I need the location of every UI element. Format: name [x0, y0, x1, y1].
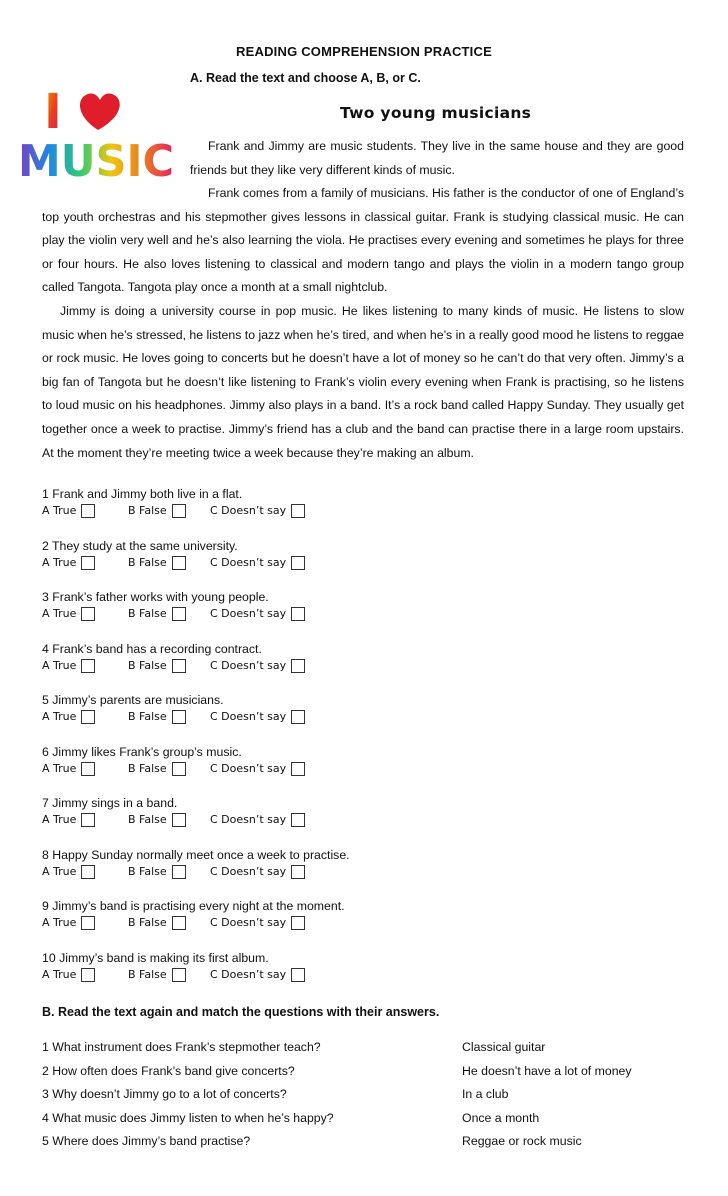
option-a-label: A True: [42, 916, 77, 929]
option-a-label: A True: [42, 813, 77, 826]
option-b-checkbox[interactable]: [172, 762, 186, 776]
match-answer[interactable]: Reggae or rock music: [462, 1134, 582, 1148]
question-item: [42, 898, 350, 950]
match-answer[interactable]: He doesn’t have a lot of money: [462, 1063, 632, 1078]
story-paragraph-2: Frank comes from a family of musicians. His father is the conductor of one of England’s top youth orchestras and his stepmother gives lessons in classical guitar. Frank is studying classical music. He can play the violin very well and he’s also learning the viola. He practises every evening and sometimes he plays for three or four hours. He also loves listening to classical and modern tango and plays the violin in a modern tango group called Tangota. Tangota play once a month at a small nightclub.: [42, 186, 684, 295]
matching-table: [42, 1038, 702, 1156]
logo-music: MUSIC: [18, 136, 174, 182]
story-title: Two young musicians: [340, 104, 532, 122]
option-a-checkbox[interactable]: [81, 556, 95, 570]
heart-icon: [80, 93, 120, 130]
option-b-checkbox[interactable]: [172, 968, 186, 982]
match-row: [42, 1062, 702, 1086]
question-text: 1 Frank and Jimmy both live in a flat.: [42, 487, 243, 501]
option-b-label: B False: [128, 658, 167, 672]
story-paragraph-1: Frank and Jimmy are music students. They live in the same house and they are good friends but they like very different kinds of music.: [190, 139, 684, 177]
page-title: READING COMPREHENSION PRACTICE: [236, 44, 492, 59]
question-item: [42, 795, 350, 847]
match-question: 5 Where does Jimmy’s band practise?: [42, 1134, 251, 1148]
question-text: 8 Happy Sunday normally meet once a week to practise.: [42, 847, 350, 862]
option-a-checkbox[interactable]: [81, 916, 95, 930]
option-c-checkbox[interactable]: [291, 556, 305, 570]
question-text: 6 Jimmy likes Frank’s group’s music.: [42, 744, 242, 759]
option-c-label: C Doesn’t say: [210, 504, 287, 517]
option-c-checkbox[interactable]: [291, 762, 305, 776]
option-a-checkbox[interactable]: [81, 504, 95, 518]
option-a-checkbox[interactable]: [81, 865, 95, 879]
true-false-questions: [42, 486, 350, 1001]
option-c-checkbox[interactable]: [291, 504, 305, 518]
option-c-label: C Doesn’t say: [210, 658, 287, 672]
question-text: 9 Jimmy’s band is practising every night at the moment.: [42, 899, 345, 913]
question-item: [42, 847, 350, 899]
option-b-checkbox[interactable]: [172, 556, 186, 570]
question-text: 2 They study at the same university.: [42, 538, 238, 553]
logo-i: I: [44, 84, 62, 140]
question-item: [42, 744, 350, 796]
i-love-music-logo: [16, 82, 176, 182]
section-a-instruction: A. Read the text and choose A, B, or C.: [190, 71, 421, 85]
option-b-checkbox[interactable]: [172, 659, 186, 673]
question-item: [42, 692, 350, 744]
match-row: [42, 1038, 702, 1062]
match-row: [42, 1109, 702, 1133]
option-b-checkbox[interactable]: [172, 504, 186, 518]
option-b-checkbox[interactable]: [172, 710, 186, 724]
option-a-checkbox[interactable]: [81, 710, 95, 724]
option-a-checkbox[interactable]: [81, 968, 95, 982]
option-a-label: A True: [42, 864, 77, 878]
question-text: 10 Jimmy’s band is making its first album.: [42, 950, 269, 965]
option-c-checkbox[interactable]: [291, 710, 305, 724]
question-text: 7 Jimmy sings in a band.: [42, 796, 178, 810]
match-answer[interactable]: Once a month: [462, 1110, 540, 1125]
option-b-label: B False: [128, 710, 167, 723]
option-c-label: C Doesn’t say: [210, 555, 287, 569]
match-question: 4 What music does Jimmy listen to when he’s happy?: [42, 1110, 334, 1125]
option-c-label: C Doesn’t say: [210, 916, 287, 929]
option-a-checkbox[interactable]: [81, 659, 95, 673]
option-b-checkbox[interactable]: [172, 916, 186, 930]
option-c-checkbox[interactable]: [291, 813, 305, 827]
option-b-label: B False: [128, 916, 167, 929]
question-item: [42, 589, 350, 641]
option-c-checkbox[interactable]: [291, 865, 305, 879]
question-text: 5 Jimmy’s parents are musicians.: [42, 693, 224, 707]
question-item: [42, 486, 350, 538]
option-c-checkbox[interactable]: [291, 659, 305, 673]
section-b-instruction: B. Read the text again and match the questions with their answers.: [42, 1005, 440, 1019]
option-a-label: A True: [42, 710, 77, 723]
option-a-label: A True: [42, 504, 77, 517]
option-b-checkbox[interactable]: [172, 865, 186, 879]
match-question: 1 What instrument does Frank’s stepmother teach?: [42, 1040, 321, 1054]
option-b-checkbox[interactable]: [172, 813, 186, 827]
question-item: [42, 641, 350, 693]
question-text: 3 Frank’s father works with young people.: [42, 590, 269, 604]
option-a-label: A True: [42, 967, 77, 981]
option-c-label: C Doesn’t say: [210, 813, 287, 826]
question-item: [42, 950, 350, 1002]
option-c-label: C Doesn’t say: [210, 761, 287, 775]
option-a-label: A True: [42, 555, 77, 569]
option-c-checkbox[interactable]: [291, 607, 305, 621]
option-b-label: B False: [128, 761, 167, 775]
match-question: 2 How often does Frank’s band give concerts?: [42, 1063, 295, 1078]
option-c-checkbox[interactable]: [291, 916, 305, 930]
option-b-label: B False: [128, 555, 167, 569]
option-a-checkbox[interactable]: [81, 813, 95, 827]
match-row: [42, 1132, 702, 1156]
option-a-label: A True: [42, 658, 77, 672]
option-a-checkbox[interactable]: [81, 762, 95, 776]
question-text: 4 Frank’s band has a recording contract.: [42, 641, 262, 656]
question-item: [42, 538, 350, 590]
option-c-label: C Doesn’t say: [210, 967, 287, 981]
option-b-label: B False: [128, 864, 167, 878]
story-paragraph-3: Jimmy is doing a university course in pop music. He likes listening to many kinds of music. He listens to slow music when he’s stressed, he listens to jazz when he’s tired, and when he’s in a really good mood he listens to reggae or rock music. He loves going to concerts but he doesn’t have a lot of money so he can’t do that very often. Jimmy’s a big fan of Tangota but he doesn’t like listening to Frank’s violin every evening when Frank is practising, so he listens to loud music on his headphones. Jimmy also plays in a band. It’s a rock band called Happy Sunday. They usually get together once a week to practise. Jimmy’s friend has a club and the band can practise there in a large room upstairs. At the moment they’re meeting twice a week because they’re making an album.: [42, 304, 684, 460]
option-b-label: B False: [128, 504, 167, 517]
option-b-label: B False: [128, 813, 167, 826]
option-c-label: C Doesn’t say: [210, 710, 287, 723]
option-c-label: C Doesn’t say: [210, 607, 287, 620]
option-b-label: B False: [128, 967, 167, 981]
option-c-label: C Doesn’t say: [210, 864, 287, 878]
match-question: 3 Why doesn’t Jimmy go to a lot of concerts?: [42, 1087, 287, 1101]
option-c-checkbox[interactable]: [291, 968, 305, 982]
option-b-checkbox[interactable]: [172, 607, 186, 621]
option-a-checkbox[interactable]: [81, 607, 95, 621]
match-row: [42, 1085, 702, 1109]
match-answer[interactable]: Classical guitar: [462, 1040, 546, 1054]
option-a-label: A True: [42, 607, 77, 620]
option-a-label: A True: [42, 761, 77, 775]
match-answer[interactable]: In a club: [462, 1087, 509, 1101]
option-b-label: B False: [128, 607, 167, 620]
